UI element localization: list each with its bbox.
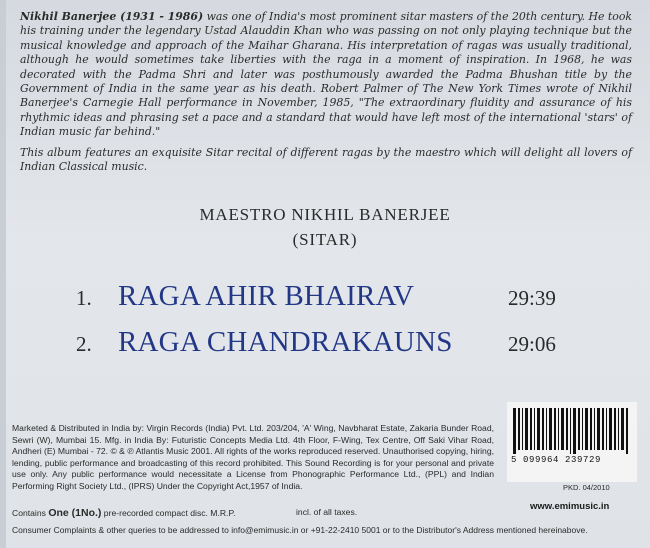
artist-instrument: (SITAR) — [292, 230, 358, 249]
track-row — [0, 280, 650, 320]
track-title: RAGA CHANDRAKAUNS — [118, 326, 453, 358]
contains-count: One (1No.) — [48, 507, 102, 519]
contains-prefix: Contains — [12, 508, 46, 518]
track-duration: 29:39 — [508, 286, 556, 310]
track-row — [0, 326, 650, 366]
bio-paragraph-1 — [20, 10, 632, 140]
contents-line — [12, 507, 235, 519]
biography — [20, 10, 632, 180]
artist-name: MAESTRO NIKHIL BANERJEE — [199, 205, 451, 224]
barcode — [507, 402, 637, 482]
track-duration: 29:06 — [508, 332, 556, 356]
barcode-bars — [511, 408, 633, 454]
track-number: 1. — [76, 286, 92, 310]
track-number: 2. — [76, 332, 92, 356]
bio-name-years: Nikhil Banerjee (1931 - 1986) — [20, 10, 204, 23]
contains-suffix: pre-recorded compact disc. M.R.P. — [103, 508, 236, 518]
barcode-digits: 5 099964 239729 — [511, 455, 602, 465]
packed-date: PKD. 04/2010 — [563, 483, 610, 492]
bio-text: was one of India's most prominent sitar masters of the 20th century. He took his training under the legendary Ustad Alauddin Khan who was passing on not only playing technique but the musical knowledge and approach of the Maihar Gharana. His interpretation of ragas was usually traditional, although he would sometimes take liberties with the raga in a moment of inspiration. In 1968, he was decorated with the Padma Shri and later was posthumously awarded the Padma Bhushan title by the Government of India in the same year as his death. Robert Palmer of The New York Times wrote of Nikhil Banerjee's Carnegie Hall performance in November, 1985, "The extraordinary fluidity and assurance of his rhythmic ideas and phrasing set a pace and a standard that would have left most of the international 'stars' of Indian music far behind." — [20, 10, 632, 139]
bio-paragraph-2: This album features an exquisite Sitar recital of different ragas by the maestro which will delight all lovers of Indian Classical music. — [20, 145, 632, 174]
spine-edge — [0, 0, 6, 548]
consumer-complaints: Consumer Complaints & other queries to be addressed to info@emimusic.in or +91-22-2410 5001 or to the Distributor's Address mentioned hereinabove. — [12, 525, 588, 535]
track-title: RAGA AHIR BHAIRAV — [118, 280, 415, 312]
legal-notice: Marketed & Distributed in India by: Virgin Records (India) Pvt. Ltd. 203/204, 'A' Wing, Navbharat Estate, Zakaria Bunder Road, Sewri (W), Mumbai 15. Mfg. in India By: Futuristic Concepts Media Ltd. 4th Floor, F-Wing, Tex Centre, Off Saki Vihar Road, Andheri (E) Mumbai - 72. © & ℗ Atlantis Music 2001. All rights of the works reproduced reserved. Unauthorised copying, hiring, lending, public performance and broadcasting of this record prohibited. This Sound Recording is for your personal and private use only. Any public performance would necessitate a License from Phonographic Performance Ltd., (PPL) and Indian Performing Right Society Ltd., (IPRS) Under the Copyright Act,1957 of India. — [12, 423, 494, 491]
taxes-note: incl. of all taxes. — [296, 507, 358, 517]
website-url: www.emimusic.in — [530, 501, 610, 512]
